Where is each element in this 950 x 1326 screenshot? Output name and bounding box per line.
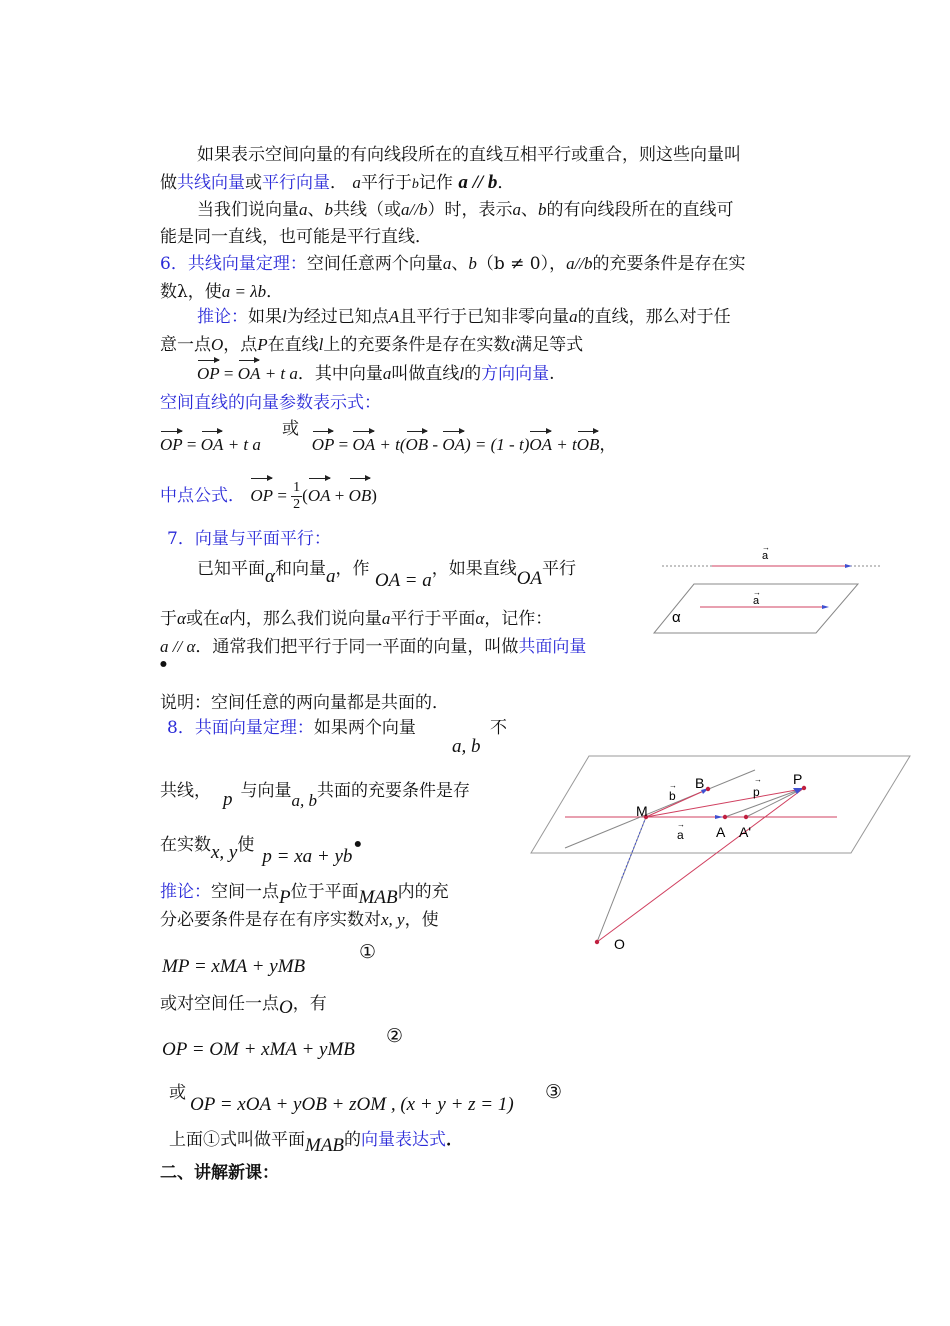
var-ab: a, b <box>452 736 481 757</box>
var-MAB: MAB <box>358 887 398 908</box>
var-p: p <box>223 789 233 810</box>
section7-line1 <box>197 558 577 591</box>
text: ． <box>446 1130 464 1150</box>
text: ． <box>266 282 284 302</box>
text: 与向量 <box>240 781 292 801</box>
denominator: 2 <box>293 497 301 512</box>
text: 于 <box>160 609 177 629</box>
corollary-line2 <box>160 334 583 356</box>
text: ( <box>302 486 308 505</box>
vector-OB: OB <box>576 435 600 454</box>
vector-OP: OP <box>197 364 220 383</box>
text: 在实数 <box>160 835 211 855</box>
notation: a//b <box>401 200 428 219</box>
section7-line3 <box>160 636 586 658</box>
term-parallel-vector: 平行向量 <box>262 173 330 193</box>
point-A <box>723 815 727 819</box>
var-O: O <box>211 335 224 354</box>
var-a: a <box>325 566 336 587</box>
text: 上面①式叫做平面 <box>169 1130 305 1150</box>
vector-OP: OP <box>250 481 273 511</box>
text: ． <box>330 173 347 193</box>
text: + t( <box>375 435 406 454</box>
text: ) <box>371 486 377 505</box>
corollary-label: 推论： <box>160 882 211 902</box>
text: 满足等式 <box>515 335 584 355</box>
section-number: 6． <box>160 254 188 274</box>
text: ，记作： <box>484 609 553 629</box>
vector-arrow-mark: → <box>762 543 770 552</box>
var-a: a <box>569 307 578 326</box>
label-a-plane: a <box>753 595 760 607</box>
text: • <box>352 835 364 855</box>
condition: （b ≠ 0） <box>476 254 550 274</box>
var-l: l <box>459 364 465 383</box>
text: 上的充要条件是存在实数 <box>323 335 511 355</box>
text: 或对空间任一点 <box>160 994 279 1014</box>
point-P <box>802 786 806 790</box>
para1-line1: 如果表示空间向量的有向线段所在的直线互相平行或重合，则这些向量叫 <box>197 145 741 165</box>
var-a: a <box>299 200 308 219</box>
text: ，点 <box>223 335 258 355</box>
text: ．其中向量 <box>297 364 383 384</box>
figure-coplanar <box>525 750 920 960</box>
vector-arrow-mark: → <box>753 588 761 597</box>
line-MB-ext <box>565 770 755 848</box>
var-a: a <box>442 254 452 273</box>
text: 数λ，使 <box>160 282 222 302</box>
text: 如果两个向量 <box>313 718 416 738</box>
notation: a // α <box>160 637 196 656</box>
label-vec-b: b <box>669 789 676 803</box>
text: 平行于平面 <box>390 609 476 629</box>
var-l: l <box>282 307 287 326</box>
var-a: a <box>512 200 521 219</box>
text: 记作 <box>418 173 453 193</box>
text: 的有向线段所在的直线可 <box>546 200 734 220</box>
vector-OA: OA <box>529 435 553 454</box>
text: . <box>549 364 555 384</box>
equation-1: MP = xMA + yMB <box>162 956 306 977</box>
text: 分必要条件是存在有序实数对 <box>160 910 381 930</box>
cor8-or: 或 <box>169 1083 186 1103</box>
theorem6-line1 <box>160 253 746 275</box>
term-direction-vector: 方向向量 <box>481 364 550 384</box>
text: + t a <box>223 435 261 454</box>
var-a: a <box>352 173 361 192</box>
text: 、 <box>307 200 325 220</box>
label-P: P <box>793 771 803 787</box>
notation: a//b <box>566 254 593 273</box>
point-O <box>595 940 599 944</box>
var-alpha: α <box>265 566 275 587</box>
label-A-prime: A' <box>739 824 752 840</box>
text: - <box>428 435 443 454</box>
text: 意一点 <box>160 335 211 355</box>
cor8-line3 <box>160 993 327 1018</box>
var-xy: x, y <box>211 842 238 863</box>
cor8-line2 <box>160 909 439 931</box>
theorem6-line2 <box>160 281 283 303</box>
var-alpha: α <box>177 609 186 628</box>
point-B <box>706 787 710 791</box>
text: = <box>334 435 353 454</box>
label-A: A <box>716 824 726 840</box>
equation-3: OP = xOA + yOB + zOM , (x + y + z = 1) <box>190 1094 514 1115</box>
text: 平行 <box>542 559 577 579</box>
text: 的 <box>464 364 482 384</box>
label-a-top: a <box>762 550 769 562</box>
vector-OA: OA <box>200 435 224 454</box>
section7-title: 7．向量与平面平行： <box>167 529 331 549</box>
text: 当我们说向量 <box>197 200 299 220</box>
text: 和向量 <box>274 559 326 579</box>
equation-OA-a: OA = a <box>374 570 432 591</box>
text: = <box>182 435 201 454</box>
eq-number-2: ② <box>386 1026 404 1047</box>
text: = <box>219 364 238 383</box>
section8-not: 不 <box>490 718 507 738</box>
theorem-title: 8．共面向量定理： <box>167 718 314 738</box>
var-O: O <box>279 997 293 1018</box>
var-ab: a, b <box>291 791 317 810</box>
var-b: b <box>468 254 477 273</box>
text: ． <box>497 173 515 193</box>
text: ) = (1 - t) <box>465 435 530 454</box>
var-b: b <box>537 200 547 219</box>
param-title: 空间直线的向量参数表示式： <box>160 393 381 413</box>
point-A2 <box>744 815 748 819</box>
var-t: t <box>510 335 516 354</box>
section7-note: 说明：空间任意的两向量都是共面的． <box>160 693 449 713</box>
text: 叫做直线 <box>391 364 460 384</box>
section7-line2 <box>160 608 552 630</box>
section8-line3 <box>160 834 364 867</box>
text: + t a <box>260 364 298 383</box>
text: 在直线 <box>267 335 319 355</box>
cor8-line1 <box>160 881 449 908</box>
vector-arrow-mark: → <box>754 775 762 784</box>
text: ．通常我们把平行于同一平面的向量，叫做 <box>195 637 519 657</box>
cor8-line4 <box>169 1129 464 1156</box>
vector-OA: OA <box>442 435 466 454</box>
corollary-line3 <box>197 363 555 385</box>
arrow-head <box>822 605 829 609</box>
var-A: A <box>388 307 400 326</box>
text: 、 <box>451 254 469 274</box>
arrow-head <box>845 564 852 568</box>
param-equations <box>160 434 616 456</box>
text: 已知平面 <box>197 559 265 579</box>
text: 共面的充要条件是存 <box>317 781 470 801</box>
text: 的充要条件是存在实 <box>592 254 746 274</box>
line-OP <box>597 788 804 942</box>
text: 做 <box>160 173 177 193</box>
para2-line2: 能是同一直线，也可能是平行直线． <box>160 227 432 247</box>
para2-line1 <box>197 199 733 221</box>
text: 如果 <box>248 307 282 327</box>
text: ， <box>549 254 567 274</box>
var-alpha: α <box>219 609 229 628</box>
text: 位于平面 <box>290 882 359 902</box>
equation: a = λb <box>221 282 267 301</box>
var-OA: OA <box>516 568 543 589</box>
text: 共线， <box>160 781 211 801</box>
text: ， <box>599 435 617 455</box>
text: 空间任意两个向量 <box>306 254 443 274</box>
term-collinear-vector: 共线向量 <box>177 173 245 193</box>
label-M: M <box>636 803 648 819</box>
label-vec-p: p <box>753 785 760 799</box>
text: ，如果直线 <box>431 559 517 579</box>
theorem-title: 共线向量定理： <box>187 254 307 274</box>
text: 共线（或 <box>333 200 401 220</box>
vector-OP: OP <box>160 435 183 454</box>
text: = <box>273 486 292 505</box>
label-B: B <box>695 775 705 791</box>
text: + t <box>552 435 577 454</box>
term-coplanar-vector: 共面向量 <box>518 637 587 657</box>
section8-line2 <box>160 780 470 810</box>
var-P: P <box>257 335 268 354</box>
section8-line1 <box>167 717 416 739</box>
vector-arrow-mark: → <box>677 820 685 829</box>
var-xy: x, y <box>381 910 405 929</box>
label-alpha: α <box>672 609 681 626</box>
para1-line2 <box>160 172 514 196</box>
figure-vector-plane <box>650 540 890 640</box>
text: ）时，表示 <box>427 200 513 220</box>
label-O: O <box>614 936 625 952</box>
var-a: a <box>381 609 391 628</box>
text: 或在 <box>185 609 220 629</box>
equation-2: OP = OM + xMA + yMB <box>162 1039 355 1060</box>
fraction-half <box>291 480 302 513</box>
text: ，作 <box>335 559 370 579</box>
notation-a-parallel-b: a // b <box>458 172 498 193</box>
text: 或 <box>245 173 262 193</box>
text: 的 <box>344 1130 362 1150</box>
var-b: b <box>324 200 333 219</box>
vector-OA: OA <box>352 435 376 454</box>
eq-number-1: ① <box>359 942 377 963</box>
text: 内的充 <box>397 882 449 902</box>
label-vec-a: a <box>677 828 684 842</box>
param-or: 或 <box>282 419 299 439</box>
text: 使 <box>237 835 255 855</box>
text: 内，那么我们说向量 <box>228 609 382 629</box>
var-a: a <box>382 364 392 383</box>
var-l: l <box>318 335 324 354</box>
vector-OA: OA <box>237 364 261 383</box>
eq-number-3: ③ <box>545 1082 563 1103</box>
text: + <box>330 486 349 505</box>
arrow-head <box>715 815 723 819</box>
var-MAB: MAB <box>305 1135 345 1156</box>
section7-dot: • <box>158 655 169 675</box>
vector-OA: OA <box>308 481 331 511</box>
text: ，有 <box>292 994 327 1014</box>
corollary-line1 <box>197 306 731 328</box>
vector-OB: OB <box>349 481 372 511</box>
term-vector-expression: 向量表达式 <box>361 1130 447 1150</box>
text: 为经过已知点 <box>286 307 389 327</box>
equation-coplanar: p = xa + yb <box>262 846 353 867</box>
midpoint-formula <box>160 480 377 513</box>
vector-MB <box>646 789 708 817</box>
vector-OP: OP <box>311 435 335 454</box>
var-b: b <box>411 177 419 192</box>
text: 的直线，那么对于任 <box>577 307 731 327</box>
text: ，使 <box>404 910 439 930</box>
line-AP <box>725 788 804 817</box>
text: 平行于 <box>360 173 412 193</box>
text: 且平行于已知非零向量 <box>399 307 570 327</box>
corollary-label: 推论： <box>197 307 248 327</box>
var-P: P <box>279 887 291 908</box>
vector-OB: OB <box>405 435 429 454</box>
midpoint-title: 中点公式． <box>160 486 245 506</box>
numerator: 1 <box>293 480 301 495</box>
text: 、 <box>520 200 538 220</box>
var-alpha: α <box>475 609 485 628</box>
text: 空间一点 <box>211 882 279 902</box>
vector-arrow-mark: → <box>669 781 677 790</box>
section-2-heading: 二、讲解新课： <box>160 1163 279 1183</box>
